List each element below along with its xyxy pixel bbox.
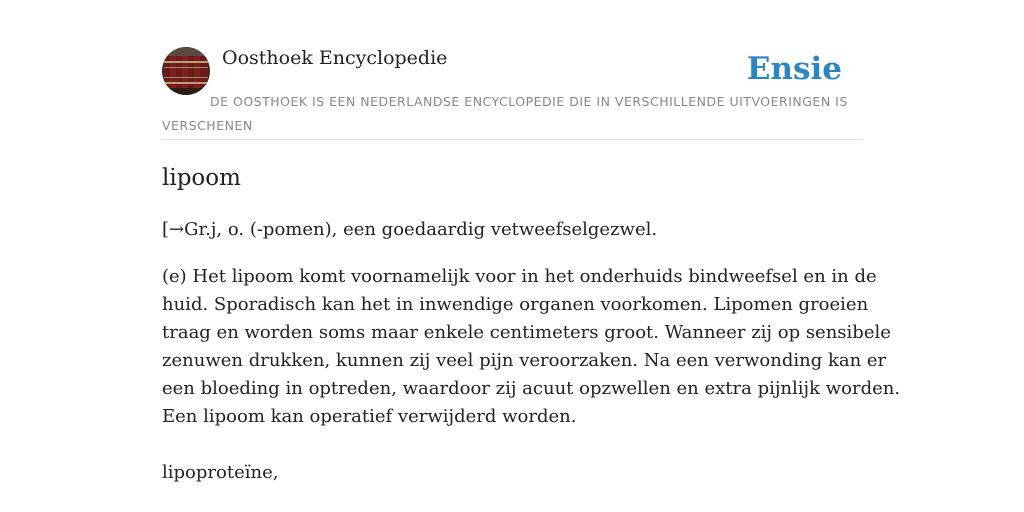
encyclopedia-books-avatar-icon[interactable] xyxy=(162,47,210,95)
site-title[interactable]: Oosthoek Encyclopedie xyxy=(222,47,448,69)
body-line: zenuwen drukken, kunnen zij veel pijn veroorzaken. Na een verwonding kan er xyxy=(162,350,887,371)
body-line: traag en worden soms maar enkele centimeters groot. Wanneer zij op sensibele xyxy=(162,322,891,343)
site-header xyxy=(162,44,862,140)
entry-body xyxy=(162,263,901,431)
body-line: (e) Het lipoom komt voornamelijk voor in het onderhuids bindweefsel en in de xyxy=(162,266,877,287)
site-tagline: DE OOSTHOEK IS EEN NEDERLANDSE ENCYCLOPEDIE DIE IN VERSCHILLENDE UITVOERINGEN IS VERSCHENEN xyxy=(162,94,848,133)
page-container xyxy=(162,44,901,483)
brand-logo[interactable]: Ensie xyxy=(746,51,842,87)
entry-title: lipoom xyxy=(162,165,241,191)
entry-definition: [→Gr.j, o. (-pomen), een goedaardig vetweefselgezwel. xyxy=(162,219,658,240)
body-line: huid. Sporadisch kan het in inwendige organen voorkomen. Lipomen groeien xyxy=(162,294,869,315)
next-entry-link[interactable]: lipoproteïne, xyxy=(162,462,279,483)
body-line: Een lipoom kan operatief verwijderd worden. xyxy=(162,406,577,427)
body-line: een bloeding in optreden, waardoor zij acuut opzwellen en extra pijnlijk worden. xyxy=(162,378,901,399)
